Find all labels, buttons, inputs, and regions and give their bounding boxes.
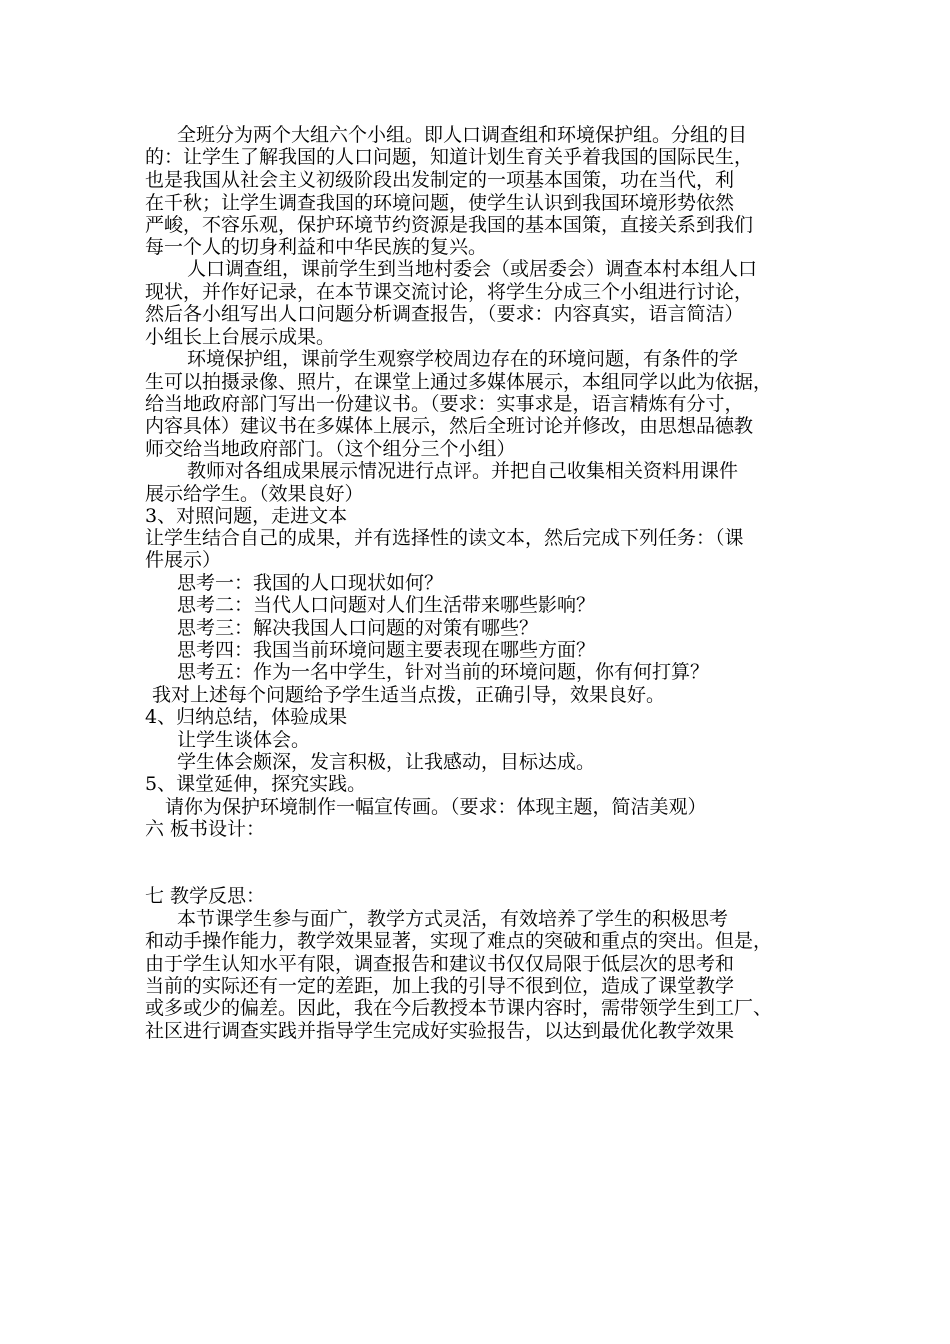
paragraph-2-line: 然后各小组写出人口问题分析调查报告，（要求：内容真实，语言简洁）	[145, 303, 744, 325]
paragraph-1-line: 严峻，不容乐观，保护环境节约资源是我国的基本国策，直接关系到我们	[145, 214, 754, 236]
paragraph-3-line: 环境保护组，课前学生观察学校周边存在的环境问题，有条件的学	[187, 348, 739, 370]
reflection-line: 社区进行调查实践并指导学生完成好实验报告，以达到最优化教学效果	[145, 1020, 735, 1042]
section-7-heading: 七 教学反思：	[145, 885, 266, 907]
paragraph-4-line: 教师对各组成果展示情况进行点评。并把自己收集相关资料用课件	[187, 460, 739, 482]
question-item: 思考一：我国的人口现状如何？	[177, 572, 444, 594]
reflection-line: 由于学生认知水平有限，调查报告和建议书仅仅局限于低层次的思考和	[145, 953, 735, 975]
paragraph-1-line: 在千秋；让学生调查我国的环境问题，使学生认识到我国环境形势依然	[145, 192, 735, 214]
paragraph-2-line: 现状，并作好记录，在本节课交流讨论，将学生分成三个小组进行讨论，	[145, 281, 754, 303]
reflection-line: 或多或少的偏差。因此，我在今后教授本节课内容时，需带领学生到工厂、	[145, 997, 773, 1019]
paragraph-3-line: 给当地政府部门写出一份建议书。（要求：实事求是，语言精炼有分寸，	[145, 393, 744, 415]
section-3-intro-line: 件展示）	[145, 549, 222, 571]
section-5-heading: 5、课堂延伸，探究实践。	[145, 773, 367, 795]
paragraph-1-line: 的：让学生了解我国的人口问题，知道计划生育关乎着我国的国际民生，	[145, 146, 754, 168]
section-3-intro-line: 让学生结合自己的成果，并有选择性的读文本，然后完成下列任务：（课	[145, 527, 744, 549]
paragraph-3-line: 师交给当地政府部门。（这个组分三个小组）	[145, 438, 516, 460]
paragraph-3-line: 内容具体）建议书在多媒体上展示，然后全班讨论并修改，由思想品德教	[145, 415, 754, 437]
section-3-heading: 3、对照问题，走进文本	[145, 505, 348, 527]
section-4-line: 学生体会颇深，发言积极，让我感动，目标达成。	[177, 751, 596, 773]
paragraph-3-line: 生可以拍摄录像、照片，在课堂上通过多媒体展示，本组同学以此为依据，	[145, 371, 773, 393]
reflection-line: 本节课学生参与面广，教学方式灵活，有效培养了学生的积极思考	[177, 908, 729, 930]
section-5-task: 请你为保护环境制作一幅宣传画。（要求：体现主题，简洁美观）	[165, 796, 707, 818]
paragraph-2-line: 人口调查组，课前学生到当地村委会（或居委会）调查本村本组人口	[187, 258, 758, 280]
question-item: 思考三：解决我国人口问题的对策有哪些？	[177, 617, 539, 639]
section-6-heading: 六 板书设计：	[145, 818, 266, 840]
section-4-heading: 4、归纳总结，体验成果	[145, 706, 348, 728]
paragraph-1-line: 每一个人的切身利益和中华民族的复兴。	[145, 236, 488, 258]
question-item: 思考二：当代人口问题对人们生活带来哪些影响？	[177, 594, 596, 616]
reflection-line: 和动手操作能力，教学效果显著，实现了难点的突破和重点的突出。但是，	[145, 930, 773, 952]
paragraph-2-line: 小组长上台展示成果。	[145, 326, 336, 348]
paragraph-1-line: 全班分为两个大组六个小组。即人口调查组和环境保护组。分组的目	[177, 124, 748, 146]
paragraph-1-line: 也是我国从社会主义初级阶段出发制定的一项基本国策，功在当代，利	[145, 169, 735, 191]
reflection-line: 当前的实际还有一定的差距，加上我的引导不很到位，造成了课堂教学	[145, 975, 735, 997]
question-item: 思考五：作为一名中学生，针对当前的环境问题，你有何打算？	[177, 661, 710, 683]
section-4-line: 让学生谈体会。	[177, 729, 311, 751]
question-item: 思考四：我国当前环境问题主要表现在哪些方面？	[177, 639, 596, 661]
paragraph-4-line: 展示给学生。（效果良好）	[145, 483, 364, 505]
section-3-guide: 我对上述每个问题给予学生适当点拨，正确引导，效果良好。	[152, 684, 666, 706]
